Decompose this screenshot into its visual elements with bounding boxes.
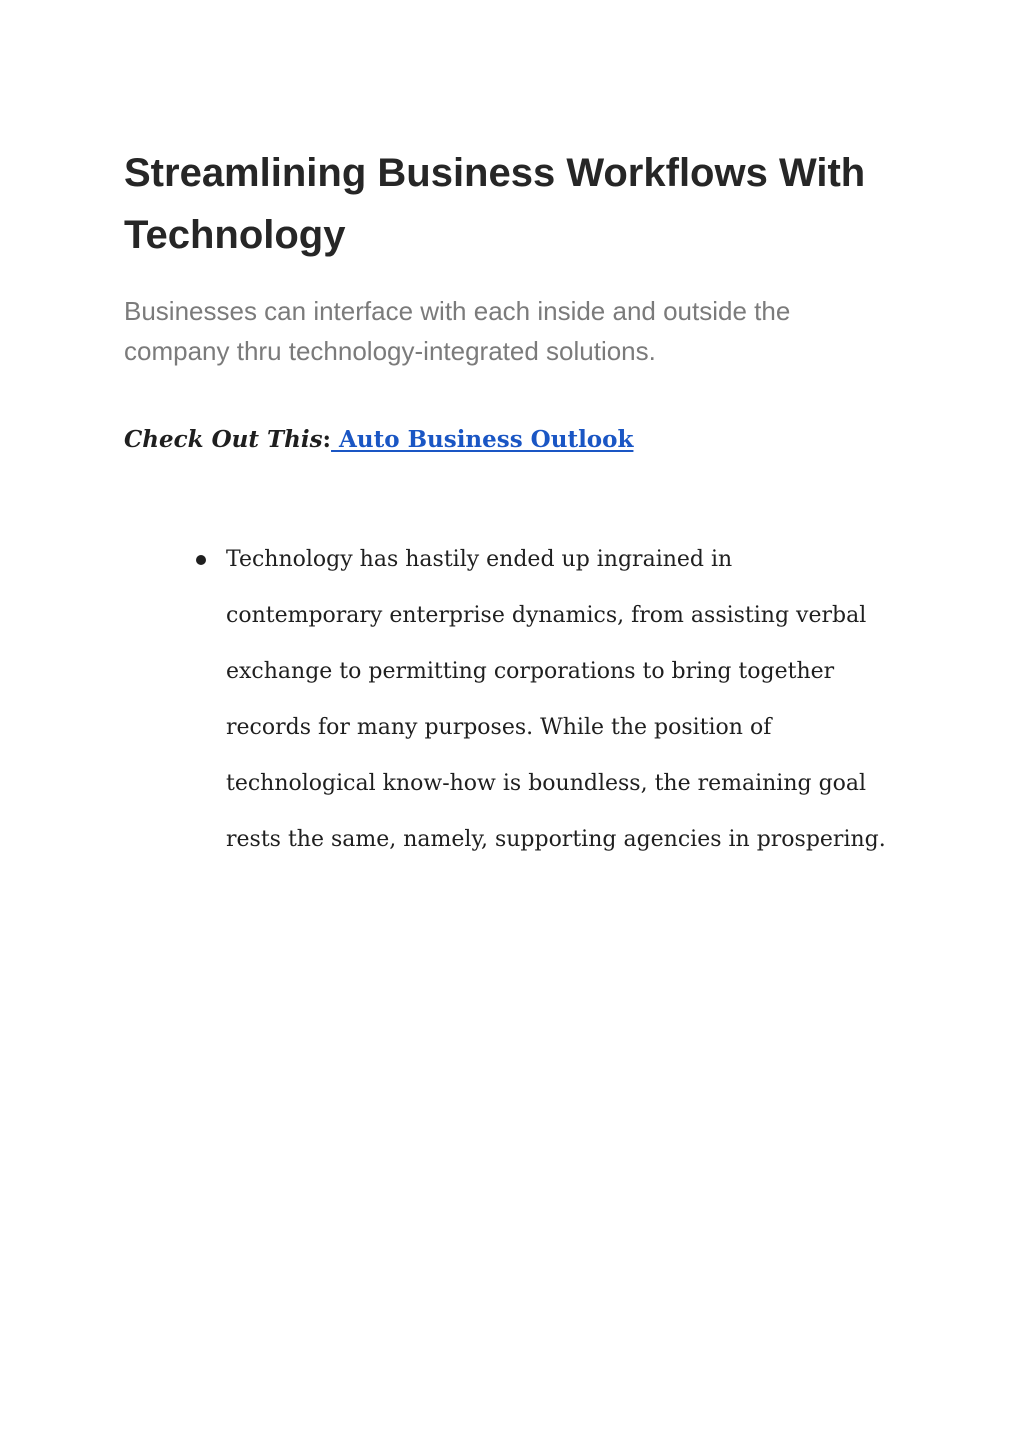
check-out-label: Check Out This — [124, 426, 323, 453]
bullet-dot-icon — [196, 555, 206, 565]
page-title-line-1: Streamlining Business Workflows With — [124, 151, 866, 195]
page-title-line-2: Technology — [124, 213, 346, 257]
bullet-line-3: exchange to permitting corporations to bring together — [226, 659, 835, 684]
intro-paragraph — [124, 291, 904, 371]
intro-line-2: company thru technology-integrated solutions. — [124, 336, 656, 366]
auto-business-outlook-link[interactable]: Auto Business Outlook — [331, 426, 634, 453]
bullet-line-6: rests the same, namely, supporting agencies in prospering. — [226, 827, 886, 852]
bullet-line-2: contemporary enterprise dynamics, from assisting verbal — [226, 603, 867, 628]
check-out-colon: : — [322, 426, 332, 453]
intro-line-1: Businesses can interface with each inside and outside the — [124, 296, 791, 326]
bullet-line-4: records for many purposes. While the position of — [226, 715, 772, 740]
check-out-line — [124, 420, 904, 460]
bullet-list — [196, 532, 916, 868]
bullet-line-1: Technology has hastily ended up ingrained in — [226, 547, 733, 572]
bullet-line-5: technological know-how is boundless, the remaining goal — [226, 771, 867, 796]
page-title — [124, 142, 924, 266]
list-item — [196, 532, 916, 868]
